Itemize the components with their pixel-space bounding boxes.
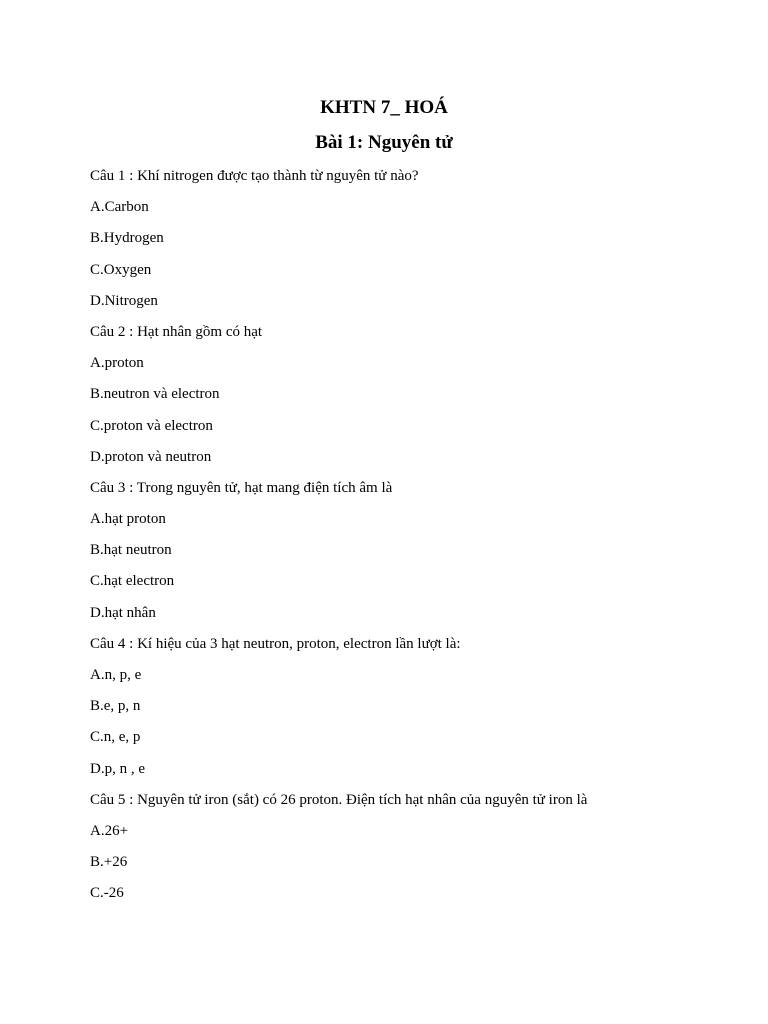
question-4-option-c: C.n, e, p xyxy=(90,729,141,746)
question-2-option-d: D.proton và neutron xyxy=(90,448,212,465)
question-list xyxy=(90,165,730,914)
question-3-option-d: D.hạt nhân xyxy=(90,604,156,621)
question-5-option-b: B.+26 xyxy=(90,854,128,871)
question-5-option-c: C.-26 xyxy=(90,885,124,902)
question-2-option-b: B.neutron và electron xyxy=(90,386,220,403)
question-4-option-b: B.e, p, n xyxy=(90,698,141,715)
question-4-option-a: A.n, p, e xyxy=(90,667,142,683)
question-1-option-a: A.Carbon xyxy=(90,199,149,216)
question-2-option-c: C.proton và electron xyxy=(90,417,213,434)
question-5-prompt: Câu 5 : Nguyên tử iron (sắt) có 26 proton. Điện tích hạt nhân của nguyên tử iron là xyxy=(90,791,588,808)
question-3-option-c: C.hạt electron xyxy=(90,573,175,590)
question-3-option-b: B.hạt neutron xyxy=(90,542,172,559)
question-1-option-d: D.Nitrogen xyxy=(90,292,158,309)
question-1-option-c: C.Oxygen xyxy=(90,261,152,278)
question-1-option-b: B.Hydrogen xyxy=(90,230,164,247)
document-title: KHTN 7_ HOÁ xyxy=(320,97,448,118)
question-4-option-d: D.p, n , e xyxy=(90,760,145,777)
question-3-option-a: A.hạt proton xyxy=(90,511,166,528)
question-5-option-a: A.26+ xyxy=(90,822,129,839)
lesson-title: Bài 1: Nguyên tử xyxy=(315,132,453,153)
question-3-prompt: Câu 3 : Trong nguyên tử, hạt mang điện tích âm là xyxy=(90,479,393,496)
question-2-option-a: A.proton xyxy=(90,355,144,372)
question-1-prompt: Câu 1 : Khí nitrogen được tạo thành từ nguyên tử nào? xyxy=(90,168,419,184)
question-4-prompt: Câu 4 : Kí hiệu của 3 hạt neutron, proton, electron lần lượt là: xyxy=(90,635,461,652)
question-2-prompt: Câu 2 : Hạt nhân gồm có hạt xyxy=(90,323,263,340)
